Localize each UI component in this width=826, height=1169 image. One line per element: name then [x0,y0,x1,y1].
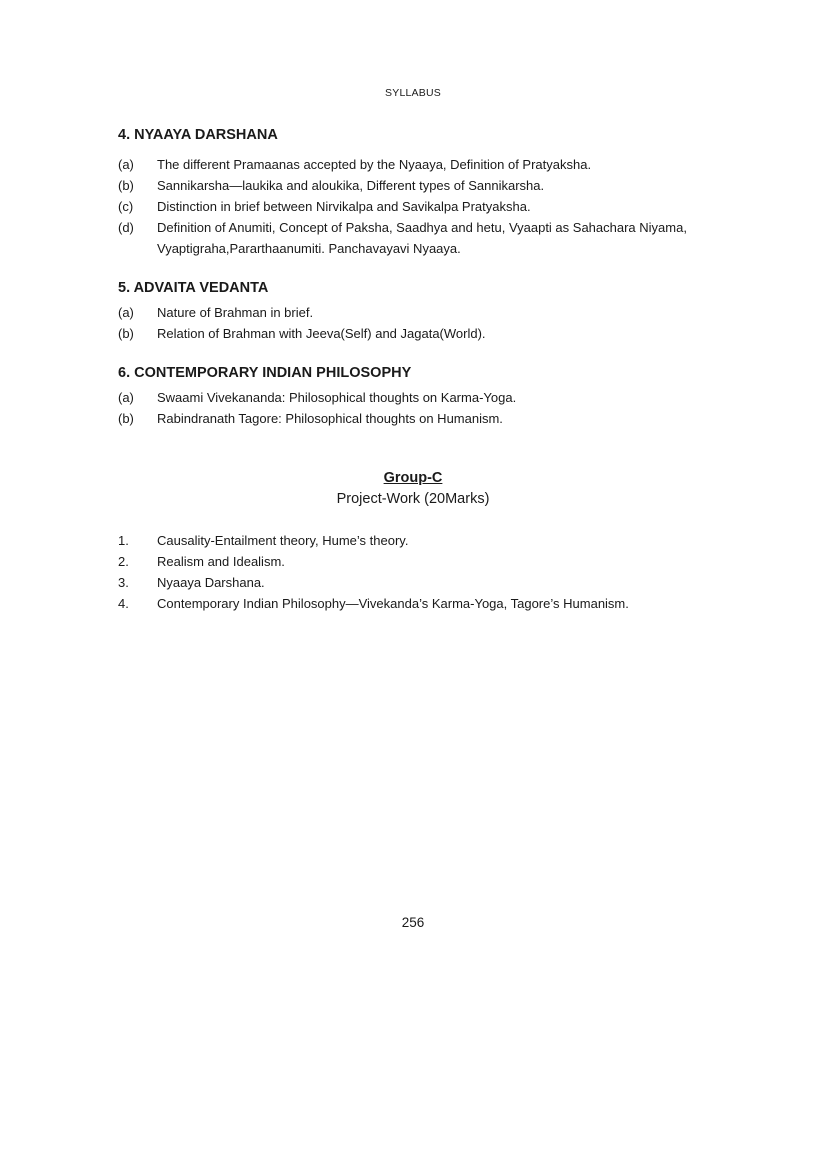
section-contemporary-indian-philosophy [118,364,718,429]
group-subtitle: Project-Work (20Marks) [336,491,490,507]
list-item [118,572,718,593]
item-text: Definition of Anumiti, Concept of Paksha, Saadhya and hetu, Vyaapti as Sahachara Niyama, Vyaptigraha,Pararthaanumiti. Panchavayavi Nyaaya. [157,220,687,256]
group-c-heading [0,467,826,509]
item-marker: (b) [118,411,134,426]
section-advaita-vedanta [118,279,718,344]
item-marker: 4. [118,596,129,611]
item-text: Rabindranath Tagore: Philosophical thoughts on Humanism. [157,411,503,426]
list-item [118,323,718,344]
item-marker: (a) [118,305,134,320]
item-marker: (b) [118,178,134,193]
project-list [118,530,718,614]
item-marker: (b) [118,326,134,341]
item-text: Swaami Vivekananda: Philosophical thoughts on Karma-Yoga. [157,390,517,405]
topic-list [118,387,718,429]
list-item [118,175,718,196]
topic-list [118,154,718,259]
running-header: SYLLABUS [385,87,441,99]
list-item [118,551,718,572]
item-text: Sannikarsha—laukika and aloukika, Different types of Sannikarsha. [157,178,545,193]
item-text: Realism and Idealism. [157,554,285,569]
item-text: Contemporary Indian Philosophy—Vivekanda’s Karma-Yoga, Tagore’s Humanism. [157,596,629,611]
section-heading: 5. ADVAITA VEDANTA [118,280,269,296]
list-item [118,302,718,323]
list-item [118,530,718,551]
project-work-list [118,530,718,614]
list-item [118,217,718,259]
section-heading: 4. NYAAYA DARSHANA [118,127,278,143]
list-item [118,593,718,614]
item-marker: 1. [118,533,129,548]
item-marker: 3. [118,575,129,590]
section-heading: 6. CONTEMPORARY INDIAN PHILOSOPHY [118,365,412,381]
group-title: Group-C [383,470,443,486]
item-text: Nature of Brahman in brief. [157,305,314,320]
list-item [118,154,718,175]
section-nyaaya-darshana [118,126,718,259]
page-number: 256 [401,915,425,930]
item-text: Relation of Brahman with Jeeva(Self) and Jagata(World). [157,326,486,341]
item-text: Distinction in brief between Nirvikalpa and Savikalpa Pratyaksha. [157,199,531,214]
item-marker: (c) [118,199,134,214]
item-marker: (d) [118,220,134,235]
item-marker: 2. [118,554,129,569]
topic-list [118,302,718,344]
list-item [118,196,718,217]
list-item [118,408,718,429]
item-text: Nyaaya Darshana. [157,575,265,590]
item-marker: (a) [118,157,134,172]
item-text: The different Pramaanas accepted by the Nyaaya, Definition of Pratyaksha. [157,157,592,172]
item-text: Causality-Entailment theory, Hume’s theory. [157,533,409,548]
list-item [118,387,718,408]
item-marker: (a) [118,390,134,405]
syllabus-content [118,126,718,429]
